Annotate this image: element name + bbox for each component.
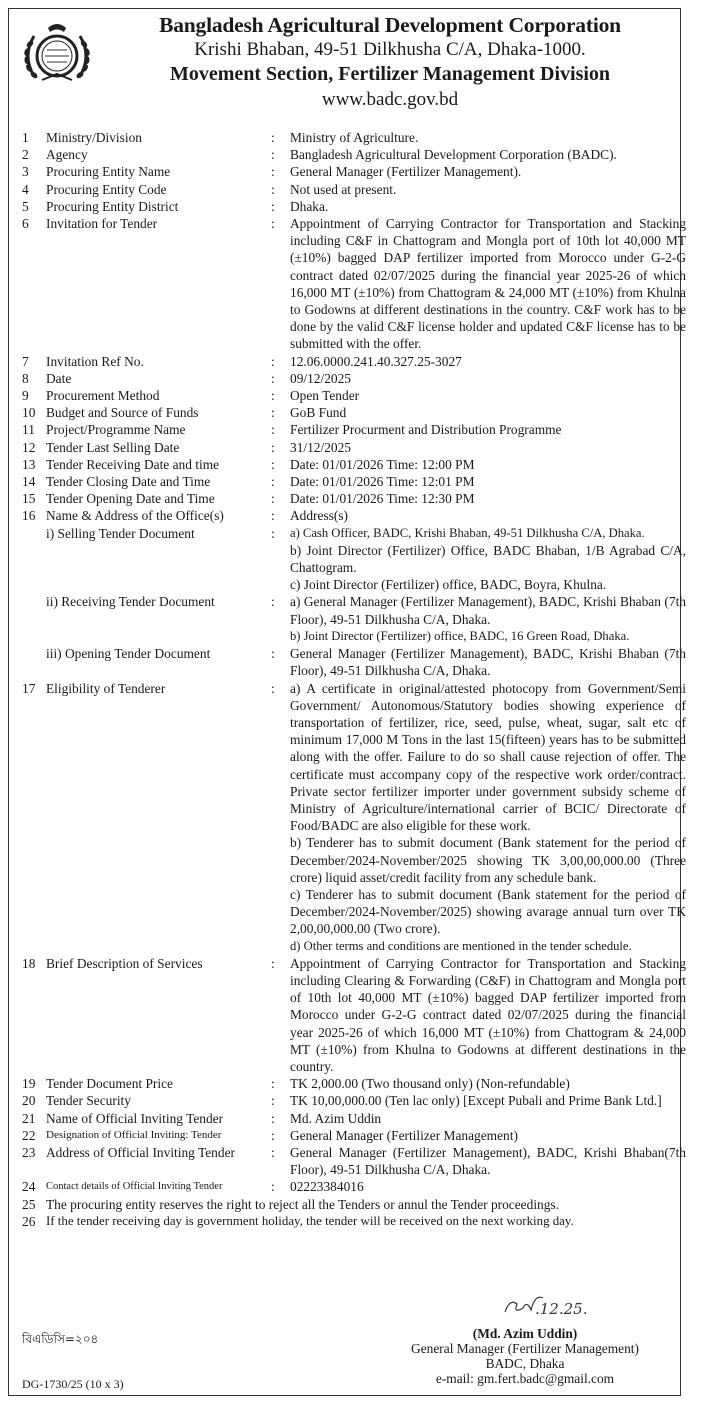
row-number: 14: [22, 474, 36, 490]
office-address: a) Cash Officer, BADC, Krishi Bhaban, 49-51 Dilkhusha C/A, Dhaka.: [290, 525, 645, 540]
office-opening-row: iii) Opening Tender Document : General Manager (Fertilizer Management), BADC, Krishi Bhaban (7th Floor), 49-51 Dilkhusha C/A, Dhaka.: [46, 646, 686, 679]
signatory-designation: General Manager (Fertilizer Management): [411, 1341, 639, 1356]
signatory-email[interactable]: e-mail: gm.fert.badc@gmail.com: [435, 1371, 615, 1386]
letterhead: [100, 12, 680, 112]
row-value: 12.06.0000.241.40.327.25-3027: [290, 353, 462, 369]
row-number: 12: [22, 439, 36, 455]
row-value: Date: 01/01/2026 Time: 12:01 PM: [290, 474, 475, 490]
row-number: 5: [22, 198, 29, 214]
row-value: General Manager (Fertilizer Management): [290, 1127, 518, 1143]
office-receiving-row: ii) Receiving Tender Document : a) General Manager (Fertilizer Management), BADC, Krishi Bhaban (7th Floor), 49-51 Dilkhusha C/A, Dhaka. b) Joint Director (Fertilizer) office, BADC, 16 Green Road, Dhaka.: [22, 593, 672, 645]
eligibility-row: 17 Eligibility of Tenderer : a) A certificate in original/attested photocopy from Government/Semi Government/ Autonomous/Statutory bodies showing experience of transportation of fertilizer, rice, seed, pulse, wheat, sugar, salt etc of minimum 17,000 M Tons in the last 15(fifteen) years has to be submitted along with the offer. Failure to do so shall cause rejection of offer. The certificate must accompany copy of the respective work order/contract. Private sector fertilizer importer under government subsidy scheme of Ministry of Agriculture/international carrier of BCIC/ Directorate of Food/BADC are also eligible for these work. b) Tenderer has to submit document (Bank statement for the period of December/2024-November/2025 showing TK 3,00,00,000.00 (Three crore) liquid asset/credit facility from any schedule bank. c) Tenderer has to submit document (Bank statement for the period of December/2024-November/2025) showing avarage annual turn over TK 2,00,00,000.00 (Two crore). d) Other terms and conditions are mentioned in the tender schedule.: [22, 680, 672, 955]
row-value: 31/12/2025: [290, 439, 352, 455]
row-value: Not used at present.: [290, 181, 397, 197]
detail-row: 1 Ministry/Division : Ministry of Agriculture.: [22, 129, 672, 146]
row-label: Ministry/Division: [46, 130, 142, 145]
detail-row: 12 Tender Last Selling Date : 31/12/2025: [22, 439, 672, 456]
row-value: Ministry of Agriculture.: [290, 130, 419, 145]
signature-block: [385, 1290, 665, 1386]
row-number: 10: [22, 405, 36, 421]
detail-row: 14 Tender Closing Date and Time : Date: 01/01/2026 Time: 12:01 PM: [22, 473, 672, 490]
row-value: 09/12/2025: [290, 370, 352, 386]
row-label: i) Selling Tender Document: [46, 525, 195, 541]
tender-details: [22, 129, 686, 1230]
detail-row: 20 Tender Security : TK 10,00,000.00 (Ten lac only) [Except Pubali and Prime Bank Ltd.]: [22, 1092, 672, 1109]
signatory-name: (Md. Azim Uddin): [472, 1326, 578, 1341]
detail-row: 15 Tender Opening Date and Time : Date: 01/01/2026 Time: 12:30 PM: [22, 490, 672, 507]
row-label: Tender Document Price: [46, 1076, 173, 1092]
eligibility-clause: d) Other terms and conditions are mentioned in the tender schedule.: [290, 938, 632, 953]
note-row: [22, 1196, 672, 1213]
detail-row: 23 Address of Official Inviting Tender : General Manager (Fertilizer Management), BADC, Krishi Bhaban(7th Floor), 49-51 Dilkhusha C/A, Dhaka.: [22, 1144, 686, 1178]
row-number: 13: [22, 456, 36, 472]
row-label: Invitation for Tender: [46, 216, 158, 232]
bangla-code: বিএডিসি=২০৪: [22, 1332, 99, 1346]
row-value: Open Tender: [290, 388, 360, 404]
detail-row: 22 Designation of Official Inviting: Tender : General Manager (Fertilizer Management): [22, 1127, 672, 1144]
eligibility-clause: b) Tenderer has to submit document (Bank statement for the period of December/2024-November/2025 showing TK 3,00,00,000.00 (Three crore) liquid asset/credit facility from any schedule bank.: [290, 835, 686, 885]
org-address: Krishi Bhaban, 49-51 Dilkhusha C/A, Dhaka-1000.: [194, 39, 586, 60]
row-label: iii) Opening Tender Document: [46, 646, 211, 662]
handwritten-signature-icon: [385, 1290, 665, 1326]
detail-row: 16 Name & Address of the Office(s) : Address(s): [22, 507, 672, 524]
note-row: [22, 1213, 672, 1230]
row-value: Md. Azim Uddin: [290, 1110, 382, 1126]
detail-row: 5 Procuring Entity District : Dhaka.: [22, 198, 672, 215]
row-number: 11: [22, 422, 35, 438]
row-value: Appointment of Carrying Contractor for Transportation and Stacking including C&F in Chattogram and Mongla port of 10th lot 40,000 MT (±10%) bagged DAP fertilizer imported from Morocco under G-2-G contract dated 02/07/2025 during the financial year 2025-26 of which 16,000 MT (±10%) from Chattogram & 24,000 MT (±10%) from Khulna to Godowns at different destinations in the country. C&F work has to be done by the valid C&F license holder and updated C&F license has to be submitted with the offer.: [290, 216, 686, 352]
note-text: If the tender receiving day is government holiday, the tender will be received on the next working day.: [46, 1213, 574, 1228]
detail-row: 8 Date : 09/12/2025: [22, 370, 672, 387]
office-selling-row: i) Selling Tender Document : a) Cash Officer, BADC, Krishi Bhaban, 49-51 Dilkhusha C/A, Dhaka. b) Joint Director (Fertilizer) Office, BADC Bhaban, 1/B Agrabad C/A, Chattogram. c) Joint Director (Fertilizer) office, BADC, Boyra, Khulna.: [46, 525, 686, 593]
row-label: Tender Last Selling Date: [46, 439, 180, 455]
row-value: TK 2,000.00 (Two thousand only) (Non-refundable): [290, 1076, 570, 1092]
office-address: b) Joint Director (Fertilizer) office, BADC, 16 Green Road, Dhaka.: [290, 628, 630, 643]
row-number: 1: [22, 130, 29, 145]
row-label: Tender Security: [46, 1093, 131, 1109]
row-number: 26: [22, 1213, 36, 1229]
row-value: 02223384016: [290, 1179, 364, 1195]
row-value: Fertilizer Procurment and Distribution Programme: [290, 422, 562, 438]
row-label: Eligibility of Tenderer: [46, 680, 166, 696]
row-number: 16: [22, 508, 36, 524]
row-label: Tender Receiving Date and time: [46, 456, 220, 472]
org-name: Bangladesh Agricultural Development Corporation: [159, 13, 621, 37]
row-value: Address(s): [290, 508, 349, 524]
detail-row: 21 Name of Official Inviting Tender : Md. Azim Uddin: [22, 1110, 672, 1127]
detail-row: 7 Invitation Ref No. : 12.06.0000.241.40.327.25-3027: [22, 353, 672, 370]
detail-row: 13 Tender Receiving Date and time : Date: 01/01/2026 Time: 12:00 PM: [22, 456, 672, 473]
row-label: Procuring Entity Code: [46, 181, 167, 197]
office-address: General Manager (Fertilizer Management), BADC, Krishi Bhaban (7th Floor), 49-51 Dilkhusha C/A, Dhaka.: [290, 646, 686, 679]
row-number: 24: [22, 1179, 36, 1195]
detail-row: 6 Invitation for Tender : Appointment of Carrying Contractor for Transportation and Stacking including C&F in Chattogram and Mongla port of 10th lot 40,000 MT (±10%) bagged DAP fertilizer imported from Morocco under G-2-G contract dated 02/07/2025 during the financial year 2025-26 of which 16,000 MT (±10%) from Chattogram & 24,000 MT (±10%) from Khulna to Godowns at different destinations in the country. C&F work has to be done by the valid C&F license holder and updated C&F license has to be submitted with the offer.: [22, 216, 686, 352]
detail-row: 9 Procurement Method : Open Tender: [22, 387, 672, 404]
badc-emblem-icon: [20, 18, 94, 88]
row-label: Name of Official Inviting Tender: [46, 1110, 224, 1126]
detail-row: 24 Contact details of Official Inviting Tender : 02223384016: [22, 1178, 672, 1195]
row-value: Dhaka.: [290, 198, 329, 214]
row-number: 18: [22, 955, 36, 971]
row-label: Budget and Source of Funds: [46, 405, 199, 421]
row-value: TK 10,00,000.00 (Ten lac only) [Except Pubali and Prime Bank Ltd.]: [290, 1093, 662, 1109]
row-number: 9: [22, 388, 29, 404]
row-value: General Manager (Fertilizer Management).: [290, 164, 522, 180]
row-number: 3: [22, 164, 29, 180]
row-label: Date: [46, 370, 72, 386]
detail-row: 11 Project/Programme Name : Fertilizer Procurment and Distribution Programme: [22, 421, 672, 438]
row-label: Project/Programme Name: [46, 422, 186, 438]
detail-row: 19 Tender Document Price : TK 2,000.00 (Two thousand only) (Non-refundable): [22, 1075, 672, 1092]
eligibility-clause: c) Tenderer has to submit document (Bank statement for the period of December/2024-November/2025) showing avarage annual turn over TK 2,00,00,000.00 (Two crore).: [290, 886, 686, 937]
row-label: Name & Address of the Office(s): [46, 508, 224, 524]
row-number: 15: [22, 491, 36, 507]
row-number: 2: [22, 147, 29, 163]
row-value: GoB Fund: [290, 405, 347, 421]
row-label: ii) Receiving Tender Document: [46, 594, 215, 610]
eligibility-clause: a) A certificate in original/attested photocopy from Government/Semi Government/ Autonomous/Statutory bodies showing experience of transportation of fertilizer, rice, seed, pulse, wheat, sugar, salt etc of minimum 17,000 M Tons in the last 15(fifteen) years has to be submitted along with the offer. Failure to do so shall cause rejection of offer. The certificate must accompany copy of the respective work order/contract. Private sector fertilizer importer under government subsidy scheme of Ministry of Agriculture/international carrier of BCIC/ Directorate of Food/BADC are also eligible for these work.: [290, 680, 686, 834]
office-address: a) General Manager (Fertilizer Management), BADC, Krishi Bhaban (7th Floor), 49-51 Dilkhusha C/A, Dhaka.: [290, 594, 686, 627]
office-address: c) Joint Director (Fertilizer) office, BADC, Boyra, Khulna.: [290, 577, 607, 593]
row-number: 20: [22, 1093, 36, 1109]
signatory-office: BADC, Dhaka: [485, 1356, 565, 1371]
row-number: 17: [22, 680, 36, 696]
row-value: Date: 01/01/2026 Time: 12:30 PM: [290, 491, 475, 507]
dg-code: DG-1730/25 (10 x 3): [22, 1377, 124, 1391]
row-number: 4: [22, 181, 29, 197]
row-number: 25: [22, 1196, 36, 1212]
detail-row: 3 Procuring Entity Name : General Manager (Fertilizer Management).: [22, 163, 672, 180]
detail-row: 18 Brief Description of Services : Appointment of Carrying Contractor for Transportation and Stacking including Clearing & Forwarding (C&F) in Chattogram and Mongla port of 10th lot 40,000 MT (±10%) bagged DAP fertilizer imported from Morocco under G-2-G contract dated 02/07/2025 during the financial year 2025-26 of which 16,000 MT (±10%) from Chattogram & 24,000 MT (±10%) from Khulna to Godowns at different destinations in the country.: [22, 955, 686, 1074]
detail-row: 10 Budget and Source of Funds : GoB Fund: [22, 404, 672, 421]
row-label: Designation of Official Inviting: Tender: [46, 1128, 222, 1141]
row-number: 7: [22, 353, 29, 369]
row-label: Address of Official Inviting Tender: [46, 1144, 235, 1160]
row-value: Appointment of Carrying Contractor for Transportation and Stacking including Clearing & Forwarding (C&F) in Chattogram and Mongla port of 10th lot 40,000 MT (±10%) bagged DAP fertilizer imported from Morocco under G-2-G contract dated 02/07/2025 during the financial year 2025-26 of which 16,000 MT (±10%) from Chattogram & 24,000 MT (±10%) from Khulna to Godowns at different destinations in the country.: [290, 955, 686, 1074]
row-number: 6: [22, 216, 29, 232]
row-number: 19: [22, 1076, 36, 1092]
row-value: Date: 01/01/2026 Time: 12:00 PM: [290, 456, 475, 472]
section-name: Movement Section, Fertilizer Management Division: [169, 63, 611, 85]
note-text: The procuring entity reserves the right to reject all the Tenders or annul the Tender proceedings.: [46, 1196, 559, 1212]
row-number: 22: [22, 1127, 36, 1143]
row-number: 8: [22, 370, 29, 386]
row-label: Procurement Method: [46, 388, 160, 404]
row-value: General Manager (Fertilizer Management), BADC, Krishi Bhaban(7th Floor), 49-51 Dilkhusha C/A, Dhaka.: [290, 1144, 686, 1178]
handwritten-date: .12.25.: [535, 1300, 588, 1318]
row-label: Tender Closing Date and Time: [46, 474, 211, 490]
row-label: Agency: [46, 147, 88, 163]
row-label: Tender Opening Date and Time: [46, 491, 215, 507]
office-address: b) Joint Director (Fertilizer) Office, BADC Bhaban, 1/B Agrabad C/A, Chattogram.: [290, 542, 686, 576]
row-label: Brief Description of Services: [46, 955, 203, 971]
row-number: 21: [22, 1110, 36, 1126]
detail-row: 2 Agency : Bangladesh Agricultural Development Corporation (BADC).: [22, 146, 672, 163]
row-label: Contact details of Official Inviting Tender: [46, 1181, 223, 1193]
row-label: Invitation Ref No.: [46, 353, 144, 369]
row-label: Procuring Entity Name: [46, 164, 171, 180]
row-number: 23: [22, 1144, 36, 1160]
detail-row: 4 Procuring Entity Code : Not used at present.: [22, 181, 672, 198]
website-link[interactable]: www.badc.gov.bd: [321, 89, 459, 110]
row-value: Bangladesh Agricultural Development Corporation (BADC).: [290, 147, 617, 163]
row-label: Procuring Entity District: [46, 198, 179, 214]
